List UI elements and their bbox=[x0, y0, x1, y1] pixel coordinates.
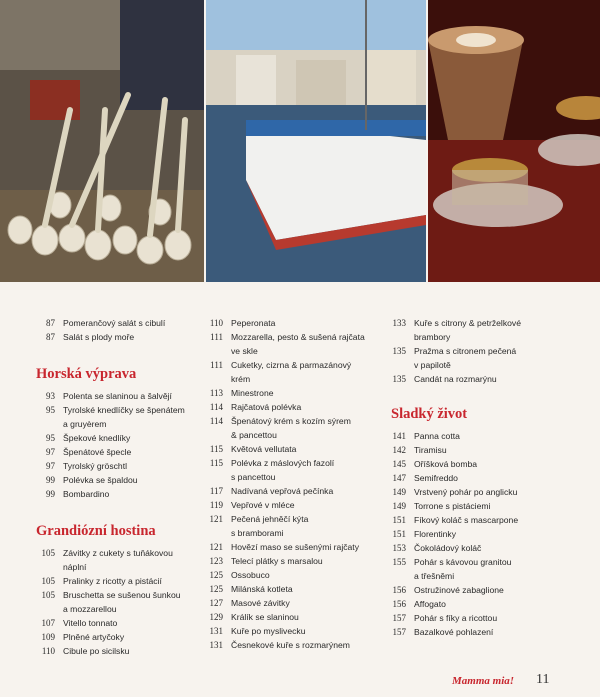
toc-page-number: 105 bbox=[41, 548, 55, 558]
toc-column-1 bbox=[33, 316, 203, 658]
toc-recipe-title: Cibule po sicilsku bbox=[63, 646, 130, 656]
toc-page-number: 141 bbox=[392, 431, 406, 441]
toc-recipe-title: Vitello tonnato bbox=[63, 618, 118, 628]
toc-recipe-title: Hovězí maso se sušenými rajčaty bbox=[231, 542, 359, 552]
photo-strip bbox=[0, 0, 600, 282]
toc-recipe-title: Cuketky, cizrna & parmazánový bbox=[231, 360, 352, 370]
toc-recipe-title-continued: a gruyèrem bbox=[63, 419, 107, 429]
toc-entry bbox=[205, 554, 373, 568]
toc-entry bbox=[33, 445, 203, 459]
toc-page-number: 114 bbox=[209, 402, 223, 412]
toc-entry bbox=[205, 568, 373, 582]
toc-recipe-title: Pohár s fíky a ricottou bbox=[414, 613, 498, 623]
toc-page-number: 93 bbox=[46, 391, 55, 401]
toc-page-number: 153 bbox=[392, 543, 406, 553]
toc-entry bbox=[33, 403, 203, 417]
toc-entry bbox=[388, 372, 556, 386]
toc-recipe-title: Minestrone bbox=[231, 388, 274, 398]
toc-entry bbox=[205, 582, 373, 596]
toc-recipe-title: Salát s plody moře bbox=[63, 332, 135, 342]
toc-page-number: 111 bbox=[210, 360, 223, 370]
toc-recipe-title: Závitky z cukety s tuňákovou bbox=[63, 548, 173, 558]
toc-entry bbox=[388, 457, 556, 471]
toc-entry bbox=[205, 386, 373, 400]
toc-recipe-title-continued: a mozzarellou bbox=[63, 604, 117, 614]
toc-entry bbox=[388, 583, 556, 597]
toc-recipe-title: Čokoládový koláč bbox=[414, 543, 482, 553]
toc-entry bbox=[388, 597, 556, 611]
toc-entry bbox=[205, 330, 373, 344]
toc-recipe-title: Králík se slaninou bbox=[231, 612, 299, 622]
toc-page-number: 133 bbox=[392, 318, 406, 328]
toc-entry bbox=[33, 574, 203, 588]
toc-entry bbox=[205, 512, 373, 526]
toc-page-number: 157 bbox=[392, 613, 406, 623]
toc-page-number: 125 bbox=[209, 584, 223, 594]
toc-recipe-title: Telecí plátky s marsalou bbox=[231, 556, 323, 566]
toc-recipe-title: Rajčatová polévka bbox=[231, 402, 302, 412]
toc-entry bbox=[388, 471, 556, 485]
toc-recipe-title: Česnekové kuře s rozmarýnem bbox=[231, 640, 350, 650]
section-heading: Horská výprava bbox=[36, 366, 137, 382]
toc-entry bbox=[33, 487, 203, 501]
toc-recipe-title: Tyrolské knedlíčky se špenátem bbox=[63, 405, 185, 415]
page-number: 11 bbox=[536, 672, 550, 687]
toc-recipe-title: Špekové knedlíky bbox=[63, 433, 131, 443]
toc-entry bbox=[33, 546, 203, 560]
toc-entry bbox=[205, 400, 373, 414]
toc-entry bbox=[205, 540, 373, 554]
toc-page-number: 125 bbox=[209, 570, 223, 580]
toc-page-number: 121 bbox=[209, 542, 223, 552]
toc-recipe-title: Oříšková bomba bbox=[414, 459, 478, 469]
toc-page-number: 131 bbox=[209, 640, 223, 650]
toc-entry bbox=[205, 624, 373, 638]
toc-page-number: 147 bbox=[392, 473, 406, 483]
toc-entry bbox=[205, 596, 373, 610]
toc-page-number: 156 bbox=[392, 585, 406, 595]
toc-page-number: 117 bbox=[209, 486, 223, 496]
toc-entry bbox=[33, 389, 203, 403]
toc-entry bbox=[33, 630, 203, 644]
toc-recipe-title-continued: náplní bbox=[63, 562, 87, 572]
section-heading: Grandiózní hostina bbox=[36, 523, 156, 539]
toc-entry bbox=[388, 316, 556, 330]
toc-recipe-title: Bruschetta se sušenou šunkou bbox=[63, 590, 181, 600]
toc-recipe-title: Pražma s citronem pečená bbox=[414, 346, 517, 356]
toc-recipe-title: Mozzarella, pesto & sušená rajčata bbox=[231, 332, 365, 342]
toc-recipe-title: Polévka z máslových fazolí bbox=[231, 458, 335, 468]
toc-entry bbox=[388, 541, 556, 555]
toc-recipe-title: Vrstvený pohár po anglicku bbox=[414, 487, 518, 497]
toc-entry bbox=[205, 610, 373, 624]
toc-page-number: 97 bbox=[46, 461, 55, 471]
toc-entry bbox=[33, 330, 203, 344]
toc-page-number: 157 bbox=[392, 627, 406, 637]
photo-coffee-cups bbox=[428, 0, 600, 282]
book-logo: Mamma mia! bbox=[452, 675, 515, 687]
toc-recipe-title: Pomerančový salát s cibulí bbox=[63, 318, 166, 328]
toc-page-number: 129 bbox=[209, 612, 223, 622]
toc-page-number: 99 bbox=[46, 475, 55, 485]
toc-page-number: 87 bbox=[46, 318, 55, 328]
photo-garlic-market bbox=[0, 0, 204, 282]
toc-entry bbox=[388, 513, 556, 527]
toc-recipe-title: Peperonata bbox=[231, 318, 276, 328]
toc-page-number: 142 bbox=[392, 445, 406, 455]
toc-entry bbox=[205, 414, 373, 428]
toc-recipe-title: Pralinky z ricotty a pistácií bbox=[63, 576, 162, 586]
toc-page-number: 87 bbox=[46, 332, 55, 342]
toc-page-number: 97 bbox=[46, 447, 55, 457]
toc-recipe-title: Bazalkové pohlazení bbox=[414, 627, 494, 637]
toc-recipe-title-continued: brambory bbox=[414, 332, 451, 342]
toc-page-number: 99 bbox=[46, 489, 55, 499]
toc-entry bbox=[205, 638, 373, 652]
toc-recipe-title: Polenta se slaninou a šalvějí bbox=[63, 391, 172, 401]
toc-entry bbox=[205, 358, 373, 372]
toc-page-number: 149 bbox=[392, 501, 406, 511]
toc-page-number: 110 bbox=[209, 318, 223, 328]
toc-page-number: 135 bbox=[392, 374, 406, 384]
toc-recipe-title-continued: a třešněmi bbox=[414, 571, 455, 581]
toc-page-number: 151 bbox=[392, 529, 406, 539]
toc-entry bbox=[33, 316, 203, 330]
toc-recipe-title: Špenátové špecle bbox=[63, 447, 132, 457]
toc-recipe-title: Plněné artyčoky bbox=[63, 632, 125, 642]
toc-entry bbox=[33, 473, 203, 487]
toc-entry bbox=[33, 459, 203, 473]
toc-recipe-title: Tyrolský gröschtl bbox=[63, 461, 127, 471]
toc-page-number: 113 bbox=[209, 388, 223, 398]
toc-entry bbox=[33, 644, 203, 658]
toc-entry bbox=[388, 625, 556, 639]
toc-recipe-title: Milánská kotleta bbox=[231, 584, 293, 594]
toc-page-number: 105 bbox=[41, 590, 55, 600]
toc-page-number: 155 bbox=[392, 557, 406, 567]
toc-recipe-title: Tiramisu bbox=[414, 445, 447, 455]
toc-page-number: 127 bbox=[209, 598, 223, 608]
toc-page-number: 95 bbox=[46, 405, 55, 415]
toc-page-number: 121 bbox=[209, 514, 223, 524]
toc-recipe-title-continued: ve skle bbox=[231, 346, 258, 356]
toc-recipe-title: Torrone s pistáciemi bbox=[414, 501, 491, 511]
toc-recipe-title: Pečená jehněčí kýta bbox=[231, 514, 309, 524]
toc-page-number: 145 bbox=[392, 459, 406, 469]
toc-column-3 bbox=[388, 316, 556, 639]
toc-page-number: 107 bbox=[41, 618, 55, 628]
toc-page-number: 110 bbox=[41, 646, 55, 656]
toc-entry bbox=[205, 316, 373, 330]
toc-recipe-title: Semifreddo bbox=[414, 473, 458, 483]
photo-harbor-boat bbox=[206, 0, 426, 282]
toc-recipe-title: Affogato bbox=[414, 599, 446, 609]
toc-entry bbox=[33, 616, 203, 630]
toc-recipe-title: Nadívaná vepřová pečínka bbox=[231, 486, 334, 496]
toc-recipe-title: Vepřové v mléce bbox=[231, 500, 295, 510]
toc-page-number: 111 bbox=[210, 332, 223, 342]
toc-entry bbox=[33, 588, 203, 602]
toc-entry bbox=[388, 611, 556, 625]
toc-column-2 bbox=[205, 316, 373, 652]
toc-recipe-title: Candát na rozmarýnu bbox=[414, 374, 497, 384]
toc-recipe-title: Masové závitky bbox=[231, 598, 290, 608]
toc-recipe-title: Špenátový krém s kozím sýrem bbox=[231, 416, 351, 426]
toc-page-number: 95 bbox=[46, 433, 55, 443]
toc-recipe-title: Polévka se špaldou bbox=[63, 475, 138, 485]
toc-recipe-title: Bombardino bbox=[63, 489, 110, 499]
toc-recipe-title-continued: v papilotě bbox=[414, 360, 451, 370]
toc-page-number: 114 bbox=[209, 416, 223, 426]
toc-entry bbox=[205, 498, 373, 512]
toc-recipe-title: Fíkový koláč s mascarpone bbox=[414, 515, 519, 525]
toc-entry bbox=[33, 431, 203, 445]
toc-recipe-title: Pohár s kávovou granitou bbox=[414, 557, 512, 567]
toc-page-number: 109 bbox=[41, 632, 55, 642]
toc-page-number: 149 bbox=[392, 487, 406, 497]
toc-entry bbox=[388, 555, 556, 569]
toc-page-number: 105 bbox=[41, 576, 55, 586]
toc-page-number: 119 bbox=[209, 500, 223, 510]
toc-recipe-title-continued: krém bbox=[231, 374, 251, 384]
toc-page-number: 115 bbox=[209, 458, 223, 468]
toc-page-number: 131 bbox=[209, 626, 223, 636]
toc-entry bbox=[388, 485, 556, 499]
toc-recipe-title: Panna cotta bbox=[414, 431, 460, 441]
toc-page-number: 156 bbox=[392, 599, 406, 609]
toc-recipe-title: Kuře po myslivecku bbox=[231, 626, 306, 636]
toc-entry bbox=[205, 442, 373, 456]
toc-recipe-title-continued: s pancettou bbox=[231, 472, 276, 482]
toc-recipe-title-continued: s bramborami bbox=[231, 528, 284, 538]
toc-page-number: 135 bbox=[392, 346, 406, 356]
toc-entry bbox=[388, 443, 556, 457]
toc-recipe-title: Ossobuco bbox=[231, 570, 270, 580]
toc-entry bbox=[388, 344, 556, 358]
toc-recipe-title-continued: & pancettou bbox=[231, 430, 277, 440]
toc-entry bbox=[388, 527, 556, 541]
toc-page-number: 123 bbox=[209, 556, 223, 566]
toc-recipe-title: Florentinky bbox=[414, 529, 457, 539]
toc-entry bbox=[388, 499, 556, 513]
toc-entry bbox=[205, 484, 373, 498]
toc-recipe-title: Kuře s citrony & petrželkové bbox=[414, 318, 521, 328]
toc-entry bbox=[205, 456, 373, 470]
toc-recipe-title: Květová vellutata bbox=[231, 444, 297, 454]
toc-page-number: 115 bbox=[209, 444, 223, 454]
toc-recipe-title: Ostružinové zabaglione bbox=[414, 585, 504, 595]
toc-entry bbox=[388, 429, 556, 443]
toc-page-number: 151 bbox=[392, 515, 406, 525]
section-heading: Sladký život bbox=[391, 406, 468, 422]
